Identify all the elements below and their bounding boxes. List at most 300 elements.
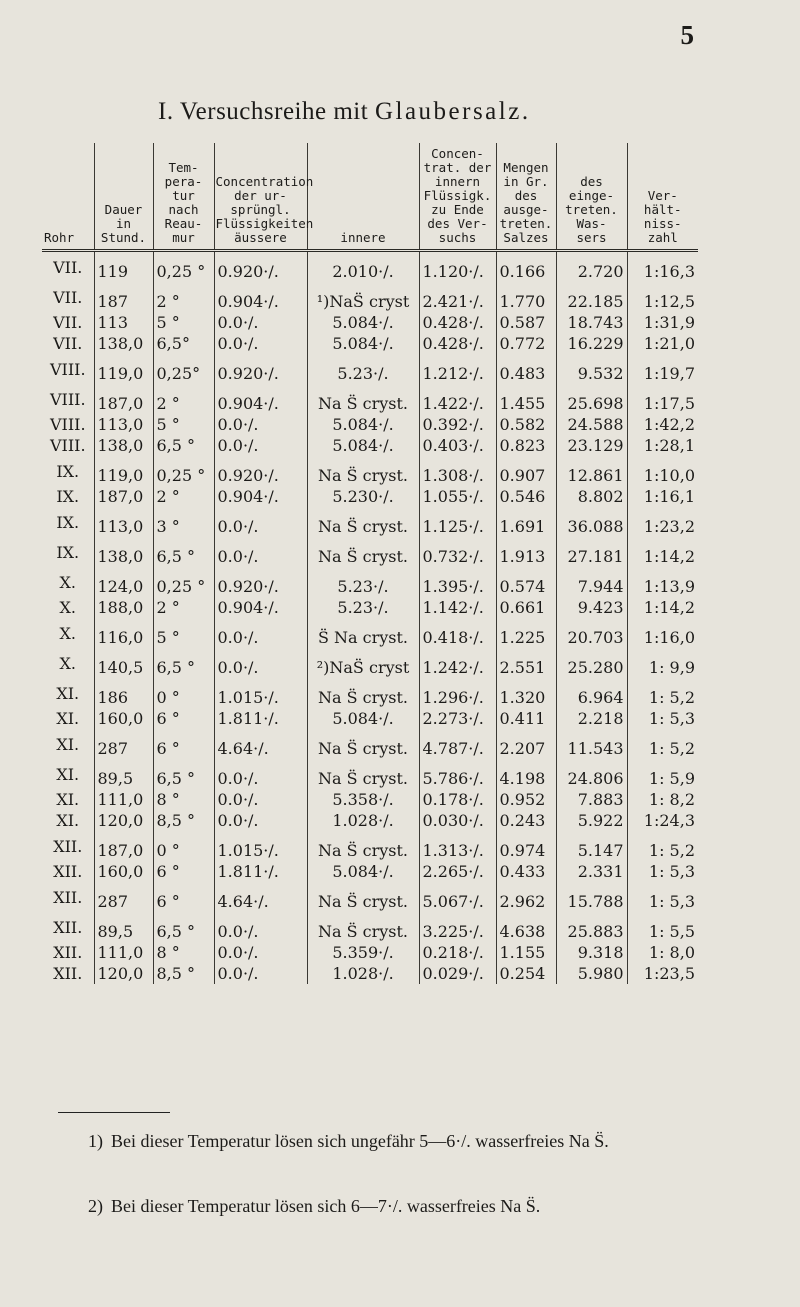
cell-rohr: IX. bbox=[56, 542, 80, 562]
cell-verhaeltniss: 1: 5,2 bbox=[627, 729, 698, 759]
cell-rohr: XI. bbox=[56, 734, 80, 754]
cell-salz: 0.574 bbox=[496, 567, 556, 597]
table-row bbox=[42, 282, 698, 312]
cell-innere: Na S̈ cryst. bbox=[307, 759, 419, 789]
cell-temperatur: 8 ° bbox=[153, 789, 214, 810]
cell-dauer: 119,0 bbox=[94, 354, 153, 384]
cell-concentration-ende: 3.225·/. bbox=[419, 912, 496, 942]
table-row bbox=[42, 912, 698, 942]
cell-concentration-ende: 0.428·/. bbox=[419, 312, 496, 333]
table-row bbox=[42, 486, 698, 507]
column-header-rohr: Rohr bbox=[44, 230, 75, 245]
cell-verhaeltniss: 1:23,5 bbox=[627, 963, 698, 984]
cell-rohr: XI. bbox=[56, 683, 80, 703]
cell-verhaeltniss: 1: 5,2 bbox=[627, 678, 698, 708]
cell-temperatur: 8,5 ° bbox=[153, 963, 214, 984]
cell-rohr: X. bbox=[59, 653, 76, 673]
cell-innere: Na S̈ cryst. bbox=[307, 537, 419, 567]
column-header-temperatur: Tem- pera- tur nach Reau- mur bbox=[153, 143, 214, 251]
cell-dauer: 186 bbox=[94, 678, 153, 708]
cell-temperatur: 6 ° bbox=[153, 882, 214, 912]
cell-aeussere: 0.0·/. bbox=[214, 507, 307, 537]
cell-salz: 0.661 bbox=[496, 597, 556, 618]
cell-aeussere: 0.904·/. bbox=[214, 384, 307, 414]
cell-temperatur: 6 ° bbox=[153, 708, 214, 729]
cell-verhaeltniss: 1:28,1 bbox=[627, 435, 698, 456]
cell-innere: 5.23·/. bbox=[307, 567, 419, 597]
cell-rohr: XII. bbox=[53, 943, 83, 962]
cell-salz: 0.433 bbox=[496, 861, 556, 882]
cell-concentration-ende: 2.421·/. bbox=[419, 282, 496, 312]
cell-wasser: 7.944 bbox=[556, 567, 627, 597]
table-row bbox=[42, 648, 698, 678]
cell-dauer: 140,5 bbox=[94, 648, 153, 678]
cell-aeussere: 0.0·/. bbox=[214, 789, 307, 810]
cell-salz: 1.320 bbox=[496, 678, 556, 708]
cell-concentration-ende: 0.030·/. bbox=[419, 810, 496, 831]
cell-salz: 0.254 bbox=[496, 963, 556, 984]
cell-dauer: 113,0 bbox=[94, 414, 153, 435]
cell-aeussere: 1.015·/. bbox=[214, 831, 307, 861]
cell-verhaeltniss: 1: 5,3 bbox=[627, 882, 698, 912]
cell-concentration-ende: 1.308·/. bbox=[419, 456, 496, 486]
cell-salz: 1.455 bbox=[496, 384, 556, 414]
cell-dauer: 119,0 bbox=[94, 456, 153, 486]
table-body bbox=[42, 251, 698, 985]
cell-innere: Na S̈ cryst. bbox=[307, 912, 419, 942]
cell-aeussere: 4.64·/. bbox=[214, 882, 307, 912]
cell-verhaeltniss: 1:23,2 bbox=[627, 507, 698, 537]
cell-aeussere: 0.920·/. bbox=[214, 567, 307, 597]
cell-innere: ¹)NaS̈ cryst bbox=[307, 282, 419, 312]
cell-rohr: VIII. bbox=[49, 359, 86, 379]
cell-rohr: X. bbox=[59, 598, 76, 617]
footnote-2-text: Bei dieser Temperatur lösen sich 6—7·/. wasserfreies Na S̈. bbox=[111, 1196, 541, 1216]
cell-rohr: IX. bbox=[56, 487, 80, 506]
cell-concentration-ende: 4.787·/. bbox=[419, 729, 496, 759]
cell-salz: 0.952 bbox=[496, 789, 556, 810]
cell-rohr: XI. bbox=[56, 764, 80, 784]
cell-aeussere: 0.904·/. bbox=[214, 597, 307, 618]
cell-wasser: 9.532 bbox=[556, 354, 627, 384]
cell-wasser: 2.720 bbox=[556, 251, 627, 283]
cell-salz: 1.913 bbox=[496, 537, 556, 567]
cell-temperatur: 6,5 ° bbox=[153, 648, 214, 678]
cell-verhaeltniss: 1: 9,9 bbox=[627, 648, 698, 678]
cell-innere: Na S̈ cryst. bbox=[307, 678, 419, 708]
cell-temperatur: 6 ° bbox=[153, 861, 214, 882]
table-row bbox=[42, 333, 698, 354]
cell-concentration-ende: 2.273·/. bbox=[419, 708, 496, 729]
cell-salz: 0.411 bbox=[496, 708, 556, 729]
cell-wasser: 20.703 bbox=[556, 618, 627, 648]
table-row bbox=[42, 354, 698, 384]
cell-concentration-ende: 1.422·/. bbox=[419, 384, 496, 414]
cell-concentration-ende: 2.265·/. bbox=[419, 861, 496, 882]
table-row bbox=[42, 831, 698, 861]
cell-dauer: 187,0 bbox=[94, 486, 153, 507]
cell-dauer: 111,0 bbox=[94, 789, 153, 810]
section-title bbox=[158, 98, 531, 126]
cell-innere: Na S̈ cryst. bbox=[307, 729, 419, 759]
cell-dauer: 116,0 bbox=[94, 618, 153, 648]
cell-verhaeltniss: 1:10,0 bbox=[627, 456, 698, 486]
cell-aeussere: 0.0·/. bbox=[214, 648, 307, 678]
cell-dauer: 124,0 bbox=[94, 567, 153, 597]
cell-aeussere: 0.0·/. bbox=[214, 333, 307, 354]
cell-aeussere: 0.920·/. bbox=[214, 354, 307, 384]
table-row bbox=[42, 810, 698, 831]
column-header-innere: innere bbox=[307, 143, 419, 251]
cell-verhaeltniss: 1:14,2 bbox=[627, 597, 698, 618]
cell-wasser: 25.280 bbox=[556, 648, 627, 678]
cell-dauer: 120,0 bbox=[94, 963, 153, 984]
cell-concentration-ende: 0.178·/. bbox=[419, 789, 496, 810]
cell-temperatur: 8 ° bbox=[153, 942, 214, 963]
table-row bbox=[42, 567, 698, 597]
cell-rohr: XI. bbox=[56, 790, 80, 809]
table-row bbox=[42, 597, 698, 618]
cell-rohr: X. bbox=[59, 623, 76, 643]
cell-wasser: 5.922 bbox=[556, 810, 627, 831]
cell-dauer: 119 bbox=[94, 251, 153, 283]
cell-wasser: 6.964 bbox=[556, 678, 627, 708]
cell-aeussere: 0.0·/. bbox=[214, 537, 307, 567]
cell-temperatur: 0,25 ° bbox=[153, 251, 214, 283]
column-header-verhaeltniss: Ver- hält- niss- zahl bbox=[627, 143, 698, 251]
cell-salz: 1.691 bbox=[496, 507, 556, 537]
cell-rohr: VII. bbox=[53, 257, 83, 277]
cell-aeussere: 0.0·/. bbox=[214, 810, 307, 831]
table-row bbox=[42, 384, 698, 414]
table-row bbox=[42, 729, 698, 759]
cell-wasser: 27.181 bbox=[556, 537, 627, 567]
table-row bbox=[42, 789, 698, 810]
cell-dauer: 138,0 bbox=[94, 435, 153, 456]
cell-temperatur: 5 ° bbox=[153, 618, 214, 648]
page-number: 5 bbox=[680, 20, 694, 50]
cell-verhaeltniss: 1: 5,5 bbox=[627, 912, 698, 942]
cell-dauer: 113 bbox=[94, 312, 153, 333]
cell-verhaeltniss: 1:16,3 bbox=[627, 251, 698, 283]
cell-temperatur: 5 ° bbox=[153, 414, 214, 435]
cell-verhaeltniss: 1: 5,2 bbox=[627, 831, 698, 861]
cell-aeussere: 0.0·/. bbox=[214, 759, 307, 789]
table-header-row bbox=[42, 143, 698, 251]
cell-innere: 5.084·/. bbox=[307, 708, 419, 729]
column-header-dauer: Dauer in Stund. bbox=[94, 143, 153, 251]
cell-rohr: VIII. bbox=[49, 436, 86, 455]
cell-temperatur: 6,5 ° bbox=[153, 537, 214, 567]
cell-rohr: VIII. bbox=[49, 415, 86, 434]
cell-dauer: 113,0 bbox=[94, 507, 153, 537]
column-header-wasser: des einge- treten. Was- sers bbox=[556, 143, 627, 251]
cell-rohr: VII. bbox=[53, 287, 83, 307]
cell-temperatur: 0 ° bbox=[153, 678, 214, 708]
cell-innere: 1.028·/. bbox=[307, 810, 419, 831]
cell-salz: 1.770 bbox=[496, 282, 556, 312]
cell-concentration-ende: 1.142·/. bbox=[419, 597, 496, 618]
footnote-divider bbox=[58, 1112, 170, 1113]
cell-dauer: 89,5 bbox=[94, 759, 153, 789]
cell-concentration-ende: 0.418·/. bbox=[419, 618, 496, 648]
cell-wasser: 24.806 bbox=[556, 759, 627, 789]
cell-concentration-ende: 1.313·/. bbox=[419, 831, 496, 861]
cell-concentration-ende: 1.125·/. bbox=[419, 507, 496, 537]
cell-aeussere: 0.0·/. bbox=[214, 312, 307, 333]
table-row bbox=[42, 537, 698, 567]
cell-innere: Na S̈ cryst. bbox=[307, 882, 419, 912]
cell-verhaeltniss: 1:12,5 bbox=[627, 282, 698, 312]
cell-salz: 0.907 bbox=[496, 456, 556, 486]
cell-aeussere: 4.64·/. bbox=[214, 729, 307, 759]
section-title-prefix: I. Versuchsreihe mit bbox=[158, 98, 369, 125]
cell-concentration-ende: 0.392·/. bbox=[419, 414, 496, 435]
cell-rohr: XII. bbox=[53, 964, 83, 983]
cell-rohr: VII. bbox=[53, 313, 83, 332]
cell-concentration-ende: 1.296·/. bbox=[419, 678, 496, 708]
cell-wasser: 2.331 bbox=[556, 861, 627, 882]
table-row bbox=[42, 435, 698, 456]
cell-aeussere: 0.0·/. bbox=[214, 414, 307, 435]
cell-verhaeltniss: 1: 5,3 bbox=[627, 708, 698, 729]
cell-rohr: XII. bbox=[53, 862, 83, 881]
cell-salz: 0.483 bbox=[496, 354, 556, 384]
cell-concentration-ende: 1.212·/. bbox=[419, 354, 496, 384]
cell-rohr: IX. bbox=[56, 461, 80, 481]
cell-aeussere: 1.015·/. bbox=[214, 678, 307, 708]
table-row bbox=[42, 414, 698, 435]
cell-wasser: 25.883 bbox=[556, 912, 627, 942]
cell-innere: 5.359·/. bbox=[307, 942, 419, 963]
cell-wasser: 36.088 bbox=[556, 507, 627, 537]
column-header-salz: Mengen in Gr. des ausge- treten. Salzes bbox=[496, 143, 556, 251]
table-row bbox=[42, 618, 698, 648]
cell-temperatur: 6,5 ° bbox=[153, 759, 214, 789]
cell-wasser: 22.185 bbox=[556, 282, 627, 312]
cell-verhaeltniss: 1:21,0 bbox=[627, 333, 698, 354]
cell-innere: 2.010·/. bbox=[307, 251, 419, 283]
cell-verhaeltniss: 1:13,9 bbox=[627, 567, 698, 597]
table-row bbox=[42, 251, 698, 283]
cell-dauer: 188,0 bbox=[94, 597, 153, 618]
cell-dauer: 160,0 bbox=[94, 708, 153, 729]
cell-innere: ²)NaS̈ cryst bbox=[307, 648, 419, 678]
cell-aeussere: 0.0·/. bbox=[214, 942, 307, 963]
cell-verhaeltniss: 1: 8,0 bbox=[627, 942, 698, 963]
cell-innere: 5.084·/. bbox=[307, 435, 419, 456]
cell-innere: Na S̈ cryst. bbox=[307, 507, 419, 537]
cell-innere: 5.084·/. bbox=[307, 333, 419, 354]
cell-innere: 5.084·/. bbox=[307, 312, 419, 333]
cell-rohr: VIII. bbox=[49, 389, 86, 409]
cell-wasser: 25.698 bbox=[556, 384, 627, 414]
cell-temperatur: 8,5 ° bbox=[153, 810, 214, 831]
cell-verhaeltniss: 1:24,3 bbox=[627, 810, 698, 831]
footnote-2-mark: 2) bbox=[88, 1196, 103, 1216]
cell-temperatur: 5 ° bbox=[153, 312, 214, 333]
table-row bbox=[42, 507, 698, 537]
cell-concentration-ende: 1.395·/. bbox=[419, 567, 496, 597]
cell-concentration-ende: 0.428·/. bbox=[419, 333, 496, 354]
cell-dauer: 89,5 bbox=[94, 912, 153, 942]
column-header-concentration-ende: Concen- trat. der innern Flüssigk. zu Ende des Ver- suchs bbox=[419, 143, 496, 251]
cell-verhaeltniss: 1:16,0 bbox=[627, 618, 698, 648]
cell-wasser: 7.883 bbox=[556, 789, 627, 810]
cell-temperatur: 6,5 ° bbox=[153, 435, 214, 456]
cell-salz: 0.772 bbox=[496, 333, 556, 354]
cell-concentration-ende: 5.786·/. bbox=[419, 759, 496, 789]
cell-temperatur: 2 ° bbox=[153, 597, 214, 618]
cell-dauer: 138,0 bbox=[94, 537, 153, 567]
cell-innere: 1.028·/. bbox=[307, 963, 419, 984]
cell-salz: 0.587 bbox=[496, 312, 556, 333]
cell-wasser: 24.588 bbox=[556, 414, 627, 435]
cell-salz: 1.155 bbox=[496, 942, 556, 963]
table-row bbox=[42, 312, 698, 333]
cell-salz: 0.243 bbox=[496, 810, 556, 831]
cell-aeussere: 0.920·/. bbox=[214, 456, 307, 486]
cell-concentration-ende: 0.029·/. bbox=[419, 963, 496, 984]
table-row bbox=[42, 963, 698, 984]
cell-dauer: 187,0 bbox=[94, 384, 153, 414]
cell-salz: 0.823 bbox=[496, 435, 556, 456]
results-table bbox=[42, 143, 698, 984]
cell-rohr: X. bbox=[59, 572, 76, 592]
cell-temperatur: 6,5 ° bbox=[153, 912, 214, 942]
table-row bbox=[42, 759, 698, 789]
cell-wasser: 8.802 bbox=[556, 486, 627, 507]
cell-temperatur: 2 ° bbox=[153, 282, 214, 312]
cell-temperatur: 2 ° bbox=[153, 486, 214, 507]
footnote-1-mark: 1) bbox=[88, 1131, 103, 1151]
cell-concentration-ende: 5.067·/. bbox=[419, 882, 496, 912]
cell-aeussere: 0.0·/. bbox=[214, 963, 307, 984]
cell-aeussere: 1.811·/. bbox=[214, 708, 307, 729]
cell-concentration-ende: 0.732·/. bbox=[419, 537, 496, 567]
cell-innere: 5.23·/. bbox=[307, 354, 419, 384]
cell-concentration-ende: 0.403·/. bbox=[419, 435, 496, 456]
cell-dauer: 111,0 bbox=[94, 942, 153, 963]
table-row bbox=[42, 456, 698, 486]
cell-wasser: 23.129 bbox=[556, 435, 627, 456]
cell-salz: 0.546 bbox=[496, 486, 556, 507]
cell-concentration-ende: 1.055·/. bbox=[419, 486, 496, 507]
column-header-aeussere: Concentration der ur- sprüngl. Flüssigkeiten äussere bbox=[214, 143, 307, 251]
cell-wasser: 12.861 bbox=[556, 456, 627, 486]
cell-dauer: 138,0 bbox=[94, 333, 153, 354]
cell-aeussere: 0.0·/. bbox=[214, 435, 307, 456]
cell-rohr: XI. bbox=[56, 811, 80, 830]
cell-salz: 2.551 bbox=[496, 648, 556, 678]
cell-concentration-ende: 1.120·/. bbox=[419, 251, 496, 283]
cell-salz: 0.166 bbox=[496, 251, 556, 283]
cell-temperatur: 6,5° bbox=[153, 333, 214, 354]
cell-rohr: IX. bbox=[56, 512, 80, 532]
table-row bbox=[42, 678, 698, 708]
cell-wasser: 9.318 bbox=[556, 942, 627, 963]
cell-innere: Na S̈ cryst. bbox=[307, 456, 419, 486]
cell-aeussere: 0.0·/. bbox=[214, 912, 307, 942]
cell-concentration-ende: 0.218·/. bbox=[419, 942, 496, 963]
cell-rohr: XII. bbox=[53, 917, 83, 937]
cell-innere: Na S̈ cryst. bbox=[307, 384, 419, 414]
cell-rohr: XII. bbox=[53, 887, 83, 907]
footnote-2 bbox=[40, 1192, 700, 1221]
cell-verhaeltniss: 1:16,1 bbox=[627, 486, 698, 507]
cell-concentration-ende: 1.242·/. bbox=[419, 648, 496, 678]
table-row bbox=[42, 882, 698, 912]
cell-dauer: 187,0 bbox=[94, 831, 153, 861]
cell-aeussere: 1.811·/. bbox=[214, 861, 307, 882]
cell-wasser: 18.743 bbox=[556, 312, 627, 333]
cell-dauer: 160,0 bbox=[94, 861, 153, 882]
cell-verhaeltniss: 1:31,9 bbox=[627, 312, 698, 333]
cell-verhaeltniss: 1: 5,3 bbox=[627, 861, 698, 882]
cell-temperatur: 0,25 ° bbox=[153, 456, 214, 486]
cell-temperatur: 0 ° bbox=[153, 831, 214, 861]
cell-verhaeltniss: 1: 8,2 bbox=[627, 789, 698, 810]
cell-aeussere: 0.920·/. bbox=[214, 251, 307, 283]
cell-aeussere: 0.904·/. bbox=[214, 282, 307, 312]
cell-innere: 5.084·/. bbox=[307, 414, 419, 435]
cell-rohr: XII. bbox=[53, 836, 83, 856]
cell-wasser: 11.543 bbox=[556, 729, 627, 759]
cell-dauer: 120,0 bbox=[94, 810, 153, 831]
cell-verhaeltniss: 1:14,2 bbox=[627, 537, 698, 567]
cell-wasser: 5.980 bbox=[556, 963, 627, 984]
cell-dauer: 287 bbox=[94, 882, 153, 912]
cell-verhaeltniss: 1:19,7 bbox=[627, 354, 698, 384]
cell-aeussere: 0.904·/. bbox=[214, 486, 307, 507]
cell-salz: 0.974 bbox=[496, 831, 556, 861]
cell-innere: S̈ Na cryst. bbox=[307, 618, 419, 648]
footnote-1-text: Bei dieser Temperatur lösen sich ungefähr 5—6·/. wasserfreies Na S̈. bbox=[111, 1131, 609, 1151]
cell-wasser: 9.423 bbox=[556, 597, 627, 618]
cell-dauer: 287 bbox=[94, 729, 153, 759]
cell-wasser: 15.788 bbox=[556, 882, 627, 912]
cell-aeussere: 0.0·/. bbox=[214, 618, 307, 648]
cell-temperatur: 6 ° bbox=[153, 729, 214, 759]
cell-temperatur: 0,25° bbox=[153, 354, 214, 384]
cell-verhaeltniss: 1:42,2 bbox=[627, 414, 698, 435]
cell-salz: 2.207 bbox=[496, 729, 556, 759]
cell-temperatur: 2 ° bbox=[153, 384, 214, 414]
cell-salz: 1.225 bbox=[496, 618, 556, 648]
cell-innere: 5.230·/. bbox=[307, 486, 419, 507]
cell-salz: 2.962 bbox=[496, 882, 556, 912]
cell-dauer: 187 bbox=[94, 282, 153, 312]
cell-rohr: VII. bbox=[53, 334, 83, 353]
section-title-emphasis: Glaubersalz. bbox=[374, 98, 531, 125]
footnote-1 bbox=[40, 1127, 700, 1156]
cell-salz: 4.198 bbox=[496, 759, 556, 789]
cell-salz: 0.582 bbox=[496, 414, 556, 435]
cell-wasser: 16.229 bbox=[556, 333, 627, 354]
cell-innere: 5.23·/. bbox=[307, 597, 419, 618]
cell-salz: 4.638 bbox=[496, 912, 556, 942]
cell-temperatur: 0,25 ° bbox=[153, 567, 214, 597]
cell-wasser: 5.147 bbox=[556, 831, 627, 861]
cell-verhaeltniss: 1: 5,9 bbox=[627, 759, 698, 789]
cell-wasser: 2.218 bbox=[556, 708, 627, 729]
cell-innere: Na S̈ cryst. bbox=[307, 831, 419, 861]
table-row bbox=[42, 861, 698, 882]
cell-verhaeltniss: 1:17,5 bbox=[627, 384, 698, 414]
table-row bbox=[42, 708, 698, 729]
cell-innere: 5.358·/. bbox=[307, 789, 419, 810]
cell-rohr: XI. bbox=[56, 709, 80, 728]
